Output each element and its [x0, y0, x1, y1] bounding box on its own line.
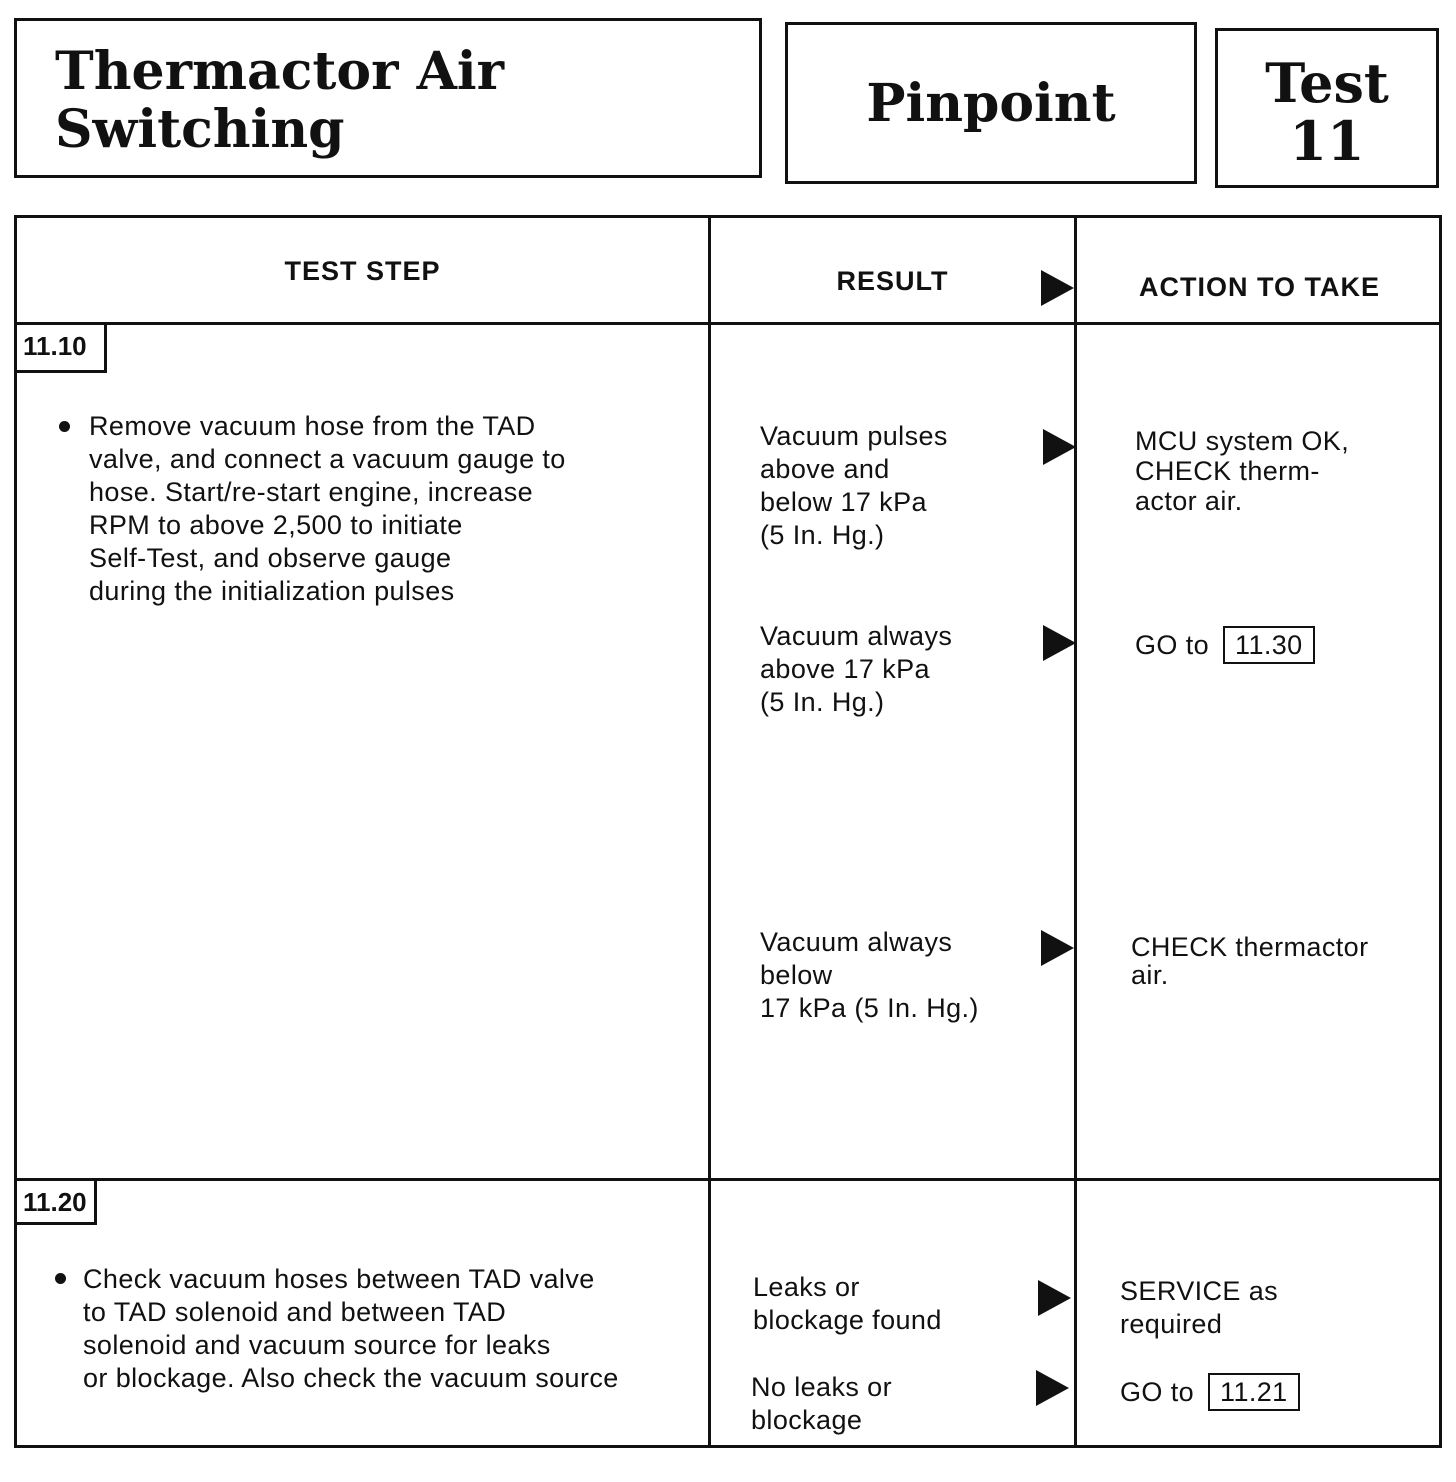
document-title [55, 43, 504, 159]
bullet-icon [55, 1273, 66, 1284]
result-11-20-b: No leaks or blockage [751, 1372, 892, 1435]
title-line-1: Thermactor Air [55, 41, 505, 102]
step-11-10-instruction: Remove vacuum hose from the TAD valve, and connect a vacuum gauge to hose. Start/re-start engine, increase RPM to above 2,500 to initiate Self-Test, and observe gauge during the initialization pulses [89, 411, 566, 606]
title-line-2: Switching [55, 99, 345, 160]
action-11-20-a: SERVICE as required [1120, 1276, 1279, 1339]
action-11-20-b [1120, 1373, 1300, 1411]
bullet-icon [59, 421, 70, 432]
title-box [14, 18, 762, 178]
pinpoint-box [785, 22, 1197, 184]
result-arrow-icon [1043, 625, 1076, 661]
column-divider-action [1074, 218, 1077, 1445]
step-row-divider [17, 1178, 1439, 1181]
step-11-20-instruction: Check vacuum hoses between TAD valve to TAD solenoid and between TAD solenoid and vacuum source for leaks or blockage. Also check the vacuum source [83, 1264, 619, 1393]
result-arrow-icon [1041, 930, 1074, 966]
result-arrow-icon [1036, 1370, 1069, 1406]
goto-step-11-21[interactable]: 11.21 [1208, 1373, 1300, 1411]
result-11-20-a: Leaks or blockage found [753, 1272, 942, 1335]
column-header-action: ACTION TO TAKE [1139, 272, 1380, 302]
goto-step-11-30[interactable]: 11.30 [1223, 626, 1315, 664]
pinpoint-label: Pinpoint [866, 72, 1116, 134]
result-arrow-icon [1038, 1280, 1071, 1316]
result-11-10-a: Vacuum pulses above and below 17 kPa (5 In. Hg.) [760, 421, 948, 550]
result-arrow-icon [1043, 429, 1076, 465]
action-11-10-c: CHECK thermactor air. [1131, 932, 1369, 990]
header-arrow-icon [1041, 270, 1074, 306]
header-row-divider [17, 322, 1439, 325]
step-tag-11-20: 11.20 [17, 1181, 97, 1225]
test-label: Test [1265, 51, 1389, 115]
action-11-20-b-text: GO to [1120, 1377, 1195, 1407]
result-11-10-c: Vacuum always below 17 kPa (5 In. Hg.) [760, 927, 979, 1023]
column-divider-result [708, 218, 711, 1445]
pinpoint-test-table [14, 215, 1442, 1448]
result-11-10-b: Vacuum always above 17 kPa (5 In. Hg.) [760, 621, 953, 717]
test-number-box [1215, 28, 1439, 188]
column-header-result: RESULT [836, 266, 949, 296]
column-header-test-step: TEST STEP [284, 256, 441, 286]
action-11-10-b [1135, 626, 1315, 664]
step-tag-11-10: 11.10 [17, 325, 107, 373]
action-11-10-b-text: GO to [1135, 630, 1210, 660]
test-number: 11 [1289, 109, 1365, 173]
action-11-10-a: MCU system OK, CHECK therm- actor air. [1135, 426, 1350, 516]
